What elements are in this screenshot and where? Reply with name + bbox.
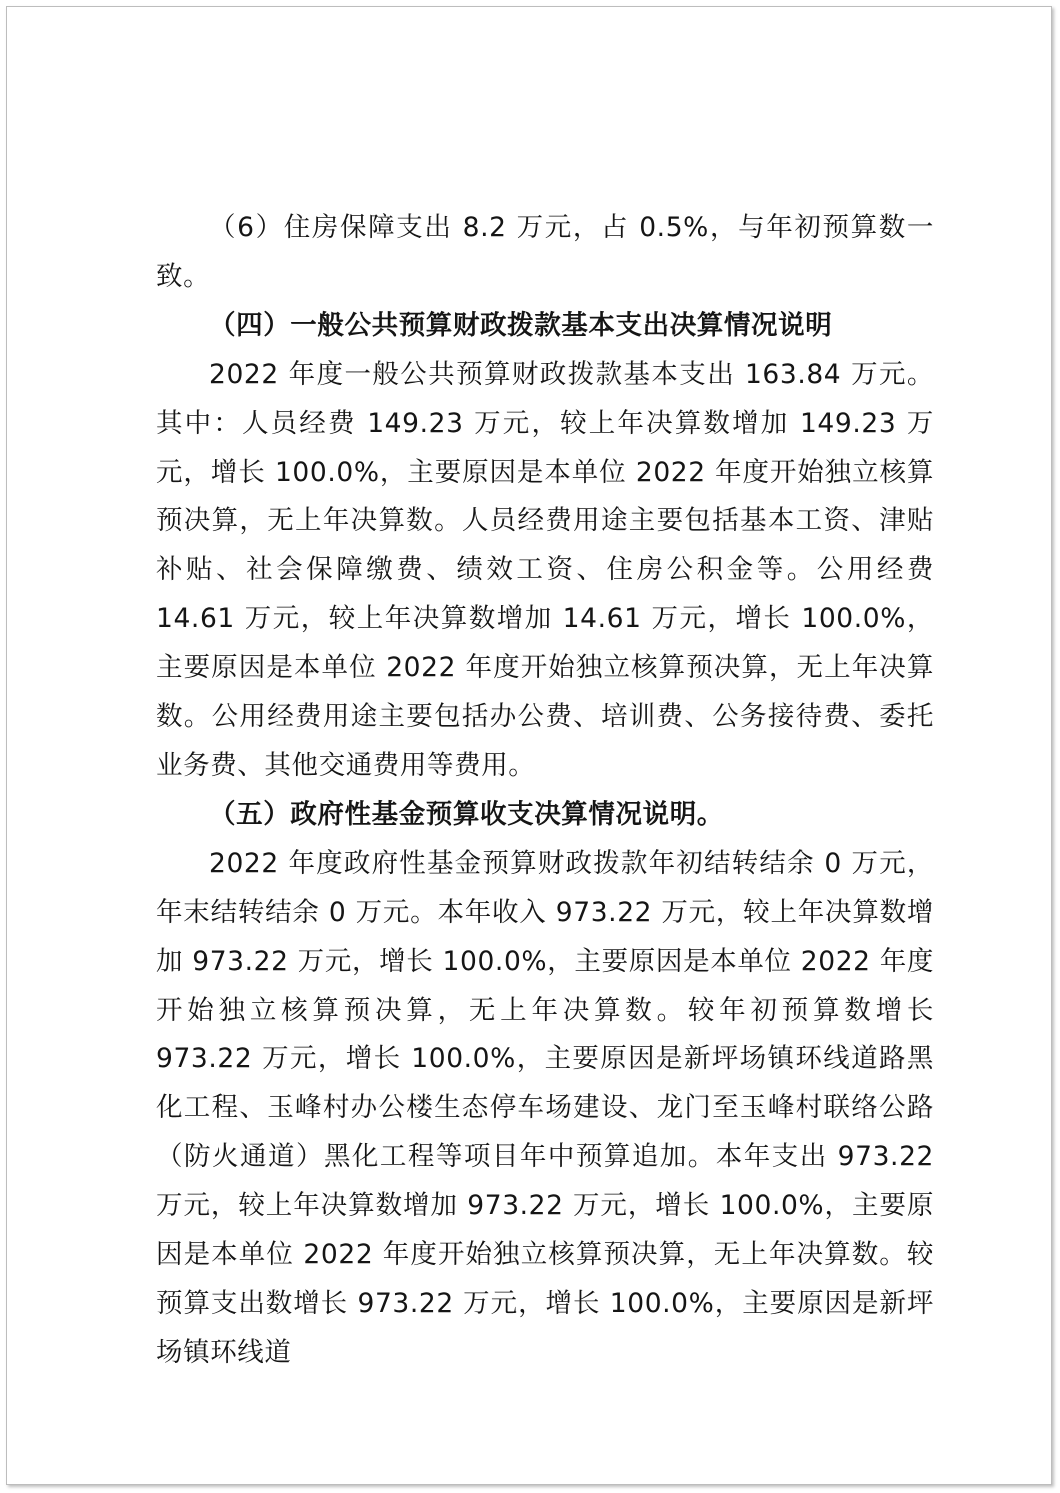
section-heading-basic-expenditure: （四）一般公共预算财政拨款基本支出决算情况说明 xyxy=(209,309,833,341)
paragraph-government-fund: 2022 年度政府性基金预算财政拨款年初结转结余 0 万元，年末结转结余 0 万元。本年收入 973.22 万元，较上年决算数增加 973.22 万元，增长 100.0%，主要原因是本单位 2022 年度开始独立核算预决算，无上年决算数。较年初预算数增长 973.22 万元，增长 100.0%，主要原因是新坪场镇环线道路黑化工程、玉峰村办公楼生态停车场建设、龙门至玉峰村联络公路（防火通道）黑化工程等项目年中预算追加。本年支出 973.22 万元，较上年决算数增加 973.22 万元，增长 100.0%，主要原因是本单位 2022 年度开始独立核算预决算，无上年决算数。较预算支出数增长 973.22 万元，增长 100.0%，主要原因是新坪场镇环线道 xyxy=(156,847,934,1368)
paragraph-basic-expenditure: 2022 年度一般公共预算财政拨款基本支出 163.84 万元。其中：人员经费 149.23 万元，较上年决算数增加 149.23 万元，增长 100.0%，主要原因是本单位 2022 年度开始独立核算预决算，无上年决算数。人员经费用途主要包括基本工资、津贴补贴、社会保障缴费、绩效工资、住房公积金等。公用经费 14.61 万元，较上年决算数增加 14.61 万元，增长 100.0%，主要原因是本单位 2022 年度开始独立核算预决算，无上年决算数。公用经费用途主要包括办公费、培训费、公务接待费、委托业务费、其他交通费用等费用。 xyxy=(156,358,934,781)
section-heading-government-fund: （五）政府性基金预算收支决算情况说明。 xyxy=(209,798,724,830)
document-body xyxy=(156,204,934,1378)
paragraph-housing-expenditure: （6）住房保障支出 8.2 万元，占 0.5%，与年初预算数一致。 xyxy=(156,212,934,292)
document-page xyxy=(6,6,1052,1485)
